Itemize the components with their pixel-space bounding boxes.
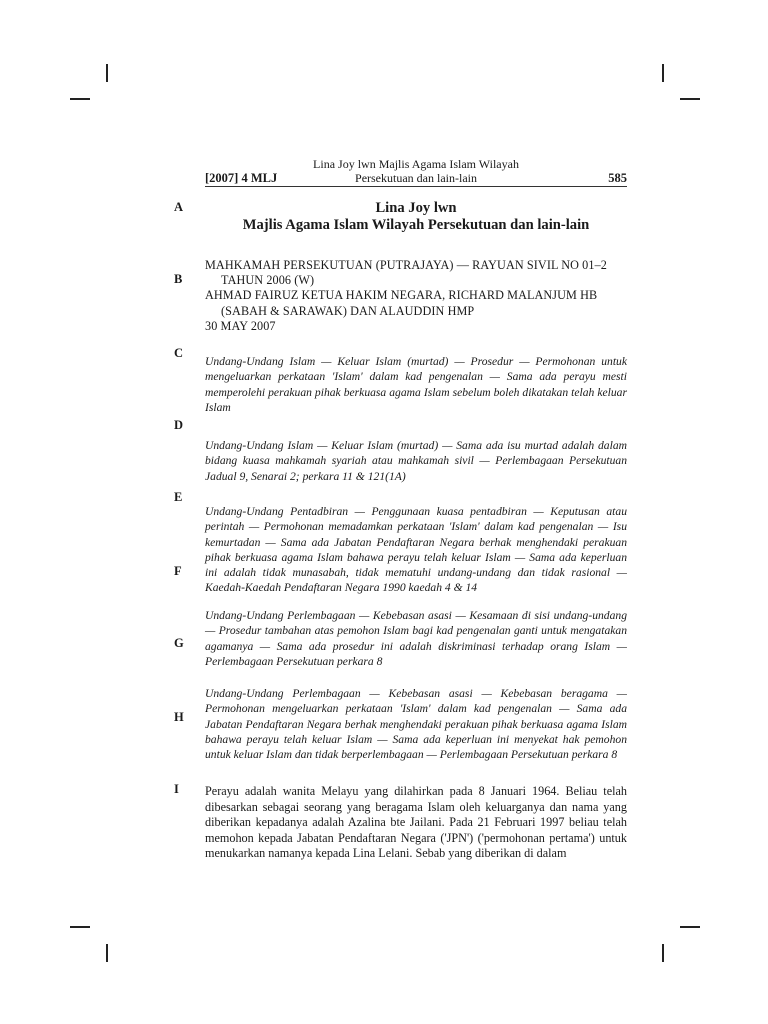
report-citation: [2007] 4 MLJ <box>205 171 278 185</box>
judgment-body-paragraph: Perayu adalah wanita Melayu yang dilahirkan pada 8 Januari 1964. Beliau telah dibesarkan sebagai seorang yang beragama Islam oleh keluarganya dan nama yang diberikan kepadanya adalah Azalina bte Jailani. Pada 21 Februari 1997 beliau telah memohon kepada Jabatan Pendaftaran Negara ('JPN') ('permohonan pertama') untuk menukarkan namanya kepada Lina Lelani. Sebab yang diberikan di dalam <box>205 784 627 861</box>
crop-mark-bottom-left-horizontal <box>70 926 90 928</box>
margin-letter-d: D <box>174 418 184 432</box>
coram-line-1: AHMAD FAIRUZ KETUA HAKIM NEGARA, RICHARD MALANJUM HB <box>205 288 598 303</box>
running-head <box>205 158 627 188</box>
crop-mark-top-left-vertical <box>106 64 108 82</box>
decision-date: 30 MAY 2007 <box>205 318 276 333</box>
running-head-rule <box>205 186 627 187</box>
coram-line-2: (SABAH & SARAWAK) DAN ALAUDDIN HMP <box>221 303 475 318</box>
court-line-1: MAHKAMAH PERSEKUTUAN (PUTRAJAYA) — RAYUAN SIVIL NO 01–2 <box>205 258 607 272</box>
court-details <box>205 258 627 334</box>
crop-mark-top-right-horizontal <box>680 98 700 100</box>
crop-mark-bottom-right-vertical <box>662 944 664 962</box>
catchword-paragraph-2: Undang-Undang Islam — Keluar Islam (murtad) — Sama ada isu murtad adalah dalam bidang kuasa mahkamah syariah atau mahkamah sivil — Perlembagaan Persekutuan Jadual 9, Senarai 2; perkara 11 & 121(1A) <box>205 439 627 483</box>
running-short-title-line-2: Persekutuan dan lain-lain <box>355 170 477 185</box>
running-short-title-line-1: Lina Joy lwn Majlis Agama Islam Wilayah <box>313 157 519 171</box>
crop-mark-top-right-vertical <box>662 64 664 82</box>
case-title <box>205 200 627 234</box>
running-short-title <box>205 158 627 185</box>
margin-letter-b: B <box>174 272 183 286</box>
margin-letter-f: F <box>174 564 182 578</box>
catchword-paragraph-3: Undang-Undang Pentadbiran — Penggunaan kuasa pentadbiran — Keputusan atau perintah — Permohonan memadamkan perkataan 'Islam' dalam kad pengenalan — Isu kemurtadan — Sama ada Jabatan Pendaftaran Negara berhak menghendaki perakuan pihak berkuasa agama Islam bahawa perayu telah keluar Islam — Sama ada keperluan ini adalah tidak munasabah, tidak mematuhi undang-undang dan tidak rasional — Kaedah-Kaedah Pendaftaran Negara 1990 kaedah 4 & 14 <box>205 505 627 595</box>
case-title-line-1: Lina Joy lwn <box>375 200 457 216</box>
page-number: 585 <box>608 171 627 185</box>
catchword-paragraph-4: Undang-Undang Perlembagaan — Kebebasan asasi — Kesamaan di sisi undang-undang — Prosedur tambahan atas pemohon Islam bagi kad pengenalan ganti untuk mengatakan agamanya — Sama ada prosedur ini adalah diskriminasi terhadap orang Islam — Perlembagaan Persekutuan perkara 8 <box>205 609 627 668</box>
margin-letter-a: A <box>174 200 184 214</box>
margin-letter-i: I <box>174 782 179 796</box>
margin-letter-g: G <box>174 636 184 650</box>
crop-mark-bottom-left-vertical <box>106 944 108 962</box>
margin-letter-e: E <box>174 490 183 504</box>
crop-mark-top-left-horizontal <box>70 98 90 100</box>
catchword-paragraph-5: Undang-Undang Perlembagaan — Kebebasan asasi — Kebebasan beragama — Permohonan mengeluarkan perkataan 'Islam' dalam kad pengenalan — Sama ada Jabatan Pendaftaran Negara berhak menghendaki perakuan pihak berkuasa agama Islam bahawa perayu telah keluar Islam — Sama ada keperluan ini menyekat hak pemohon untuk keluar Islam dan tidak berperlembagaan — Perlembagaan Persekutuan perkara 8 <box>205 687 627 762</box>
crop-mark-bottom-right-horizontal <box>680 926 700 928</box>
catchword-paragraph-1: Undang-Undang Islam — Keluar Islam (murtad) — Prosedur — Permohonan untuk mengeluarkan perkataan 'Islam' dalam kad pengenalan — Sama ada perayu mesti memperolehi perakuan pihak berkuasa agama Islam sebelum boleh dikatakan telah keluar Islam <box>205 355 627 414</box>
case-title-line-2: Majlis Agama Islam Wilayah Persekutuan dan lain-lain <box>242 217 590 233</box>
margin-letter-c: C <box>174 346 184 360</box>
court-line-2: TAHUN 2006 (W) <box>221 273 315 288</box>
margin-letter-h: H <box>174 710 184 724</box>
